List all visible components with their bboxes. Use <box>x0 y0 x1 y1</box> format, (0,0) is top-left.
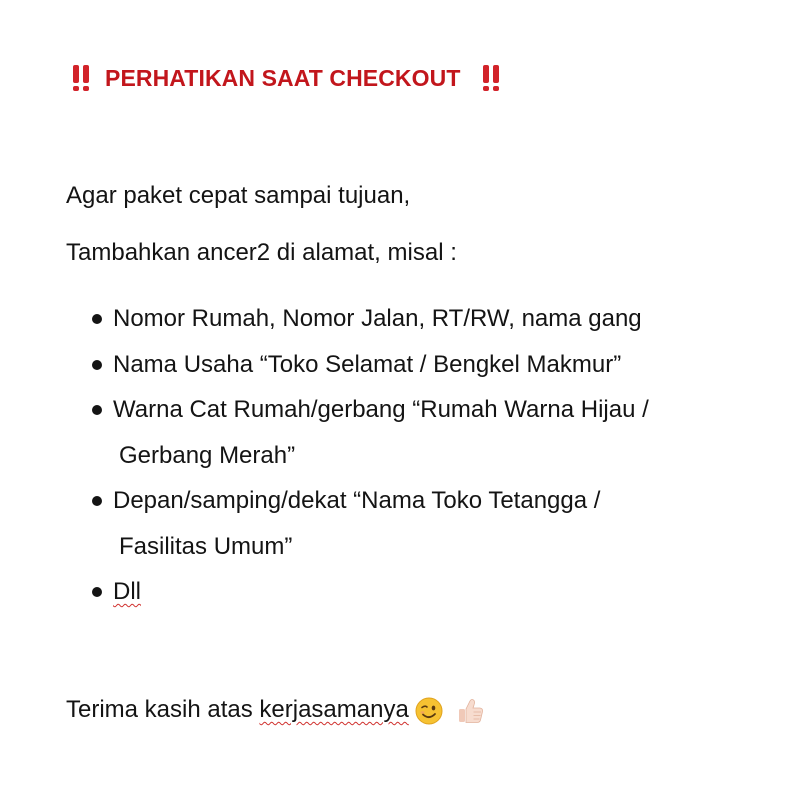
thumbs-up-icon <box>455 696 485 726</box>
list-item-continuation: Gerbang Merah” <box>119 441 296 469</box>
closing-prefix: Terima kasih atas <box>66 696 260 723</box>
list-item-text: Depan/samping/dekat “Nama Toko Tetangga / <box>113 487 601 514</box>
list-item-text: Warna Cat Rumah/gerbang “Rumah Warna Hijau / <box>113 396 649 423</box>
list-item-text: Nomor Rumah, Nomor Jalan, RT/RW, nama gang <box>113 305 642 332</box>
list-item <box>90 342 649 388</box>
bullet-icon <box>92 587 102 597</box>
list-item <box>90 387 649 478</box>
list-item-text: Dll <box>113 578 141 605</box>
list-item <box>90 569 649 615</box>
double-exclamation-icon <box>483 65 499 91</box>
list-item <box>90 296 649 342</box>
double-exclamation-icon <box>73 65 89 91</box>
bullet-icon <box>92 405 102 415</box>
closing-word: kerjasamanya <box>259 696 409 723</box>
winking-face-icon <box>415 697 443 725</box>
bullet-icon <box>92 496 102 506</box>
address-tips-list <box>90 296 649 615</box>
bullet-icon <box>92 314 102 324</box>
closing-line <box>66 694 485 726</box>
notice-header <box>73 60 499 96</box>
intro-line-2: Tambahkan ancer2 di alamat, misal : <box>66 239 457 266</box>
list-item-text: Nama Usaha “Toko Selamat / Bengkel Makmur” <box>113 350 622 378</box>
list-item-continuation: Fasilitas Umum” <box>119 532 293 560</box>
intro-line-1: Agar paket cepat sampai tujuan, <box>66 182 411 209</box>
bullet-icon <box>92 360 102 370</box>
list-item <box>90 478 649 569</box>
page-title: PERHATIKAN SAAT CHECKOUT <box>105 64 461 91</box>
